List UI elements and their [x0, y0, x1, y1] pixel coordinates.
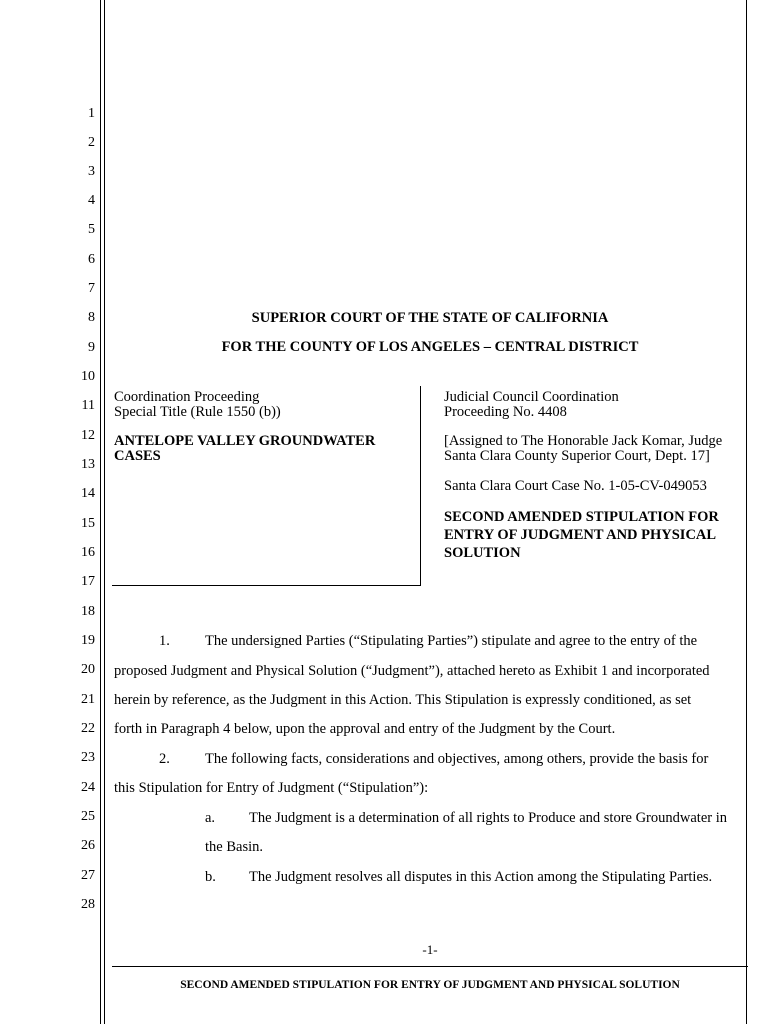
line-number: 1 [88, 106, 95, 121]
line-number: 21 [81, 692, 95, 707]
line-number: 20 [81, 662, 95, 677]
caption-divider-vertical [420, 386, 421, 586]
document-title-line2: ENTRY OF JUDGMENT AND PHYSICAL [444, 527, 717, 543]
line-number: 8 [88, 310, 95, 325]
court-title: SUPERIOR COURT OF THE STATE OF CALIFORNIA [251, 310, 609, 326]
line-number: 10 [81, 369, 95, 384]
line-number: 7 [88, 281, 95, 296]
line-number: 19 [81, 633, 95, 648]
paragraph-2-line: The following facts, considerations and objectives, among others, provide the basis for [205, 751, 709, 767]
caption-divider-horizontal [112, 585, 421, 586]
line-number: 18 [81, 604, 95, 619]
line-number: 11 [81, 398, 95, 413]
line-number: 6 [88, 252, 95, 267]
line-number: 4 [88, 193, 95, 208]
line-number: 24 [81, 780, 95, 795]
assigned-judge-line1: [Assigned to The Honorable Jack Komar, Judge [444, 433, 723, 449]
subparagraph-a-letter: a. [205, 810, 216, 826]
right-margin-rule [746, 0, 747, 1024]
case-number: Santa Clara Court Case No. 1-05-CV-049053 [444, 478, 707, 494]
paragraph-2-number: 2. [159, 751, 170, 767]
paragraph-1-line: The undersigned Parties (“Stipulating Parties”) stipulate and agree to the entry of the [205, 633, 698, 649]
paragraph-2-line: this Stipulation for Entry of Judgment (“Stipulation”): [114, 780, 429, 796]
line-number: 17 [81, 574, 95, 589]
line-number: 2 [88, 135, 95, 150]
line-number: 9 [88, 340, 95, 355]
case-name-line2: CASES [114, 448, 161, 464]
paragraph-1-number: 1. [159, 633, 170, 649]
caption-left-line1: Coordination Proceeding [114, 389, 260, 405]
subparagraph-a-line: The Judgment is a determination of all rights to Produce and store Groundwater in [249, 810, 727, 826]
caption-right-line1: Judicial Council Coordination [444, 389, 619, 405]
line-number: 26 [81, 838, 95, 853]
line-number: 27 [81, 868, 95, 883]
subparagraph-b-line: The Judgment resolves all disputes in this Action among the Stipulating Parties. [249, 869, 713, 885]
assigned-judge-line2: Santa Clara County Superior Court, Dept. 17] [444, 448, 710, 464]
line-number: 15 [81, 516, 95, 531]
line-number: 22 [81, 721, 95, 736]
page-number: -1- [422, 942, 438, 957]
paragraph-1-line: proposed Judgment and Physical Solution (“Judgment”), attached hereto as Exhibit 1 and incorporated [114, 663, 710, 679]
caption-right-line2: Proceeding No. 4408 [444, 404, 567, 420]
caption-left-line2: Special Title (Rule 1550 (b)) [114, 404, 281, 420]
document-title-line1: SECOND AMENDED STIPULATION FOR [444, 509, 719, 525]
line-number: 3 [88, 164, 95, 179]
line-number: 23 [81, 750, 95, 765]
case-name-line1: ANTELOPE VALLEY GROUNDWATER [114, 433, 376, 449]
line-number: 5 [88, 222, 95, 237]
line-number: 25 [81, 809, 95, 824]
county-title: FOR THE COUNTY OF LOS ANGELES – CENTRAL DISTRICT [221, 339, 639, 355]
line-number: 28 [81, 897, 95, 912]
paragraph-1-line: forth in Paragraph 4 below, upon the approval and entry of the Judgment by the Court. [114, 721, 616, 737]
left-margin-rule-2 [104, 0, 105, 1024]
line-number: 16 [81, 545, 95, 560]
paragraph-1-line: herein by reference, as the Judgment in this Action. This Stipulation is expressly conditioned, as set [114, 692, 692, 708]
line-number: 12 [81, 428, 95, 443]
line-number: 14 [81, 486, 95, 501]
left-margin-rule-1 [100, 0, 101, 1024]
footer-rule [112, 966, 748, 967]
document-title-line3: SOLUTION [444, 545, 521, 561]
line-number: 13 [81, 457, 95, 472]
subparagraph-a-line: the Basin. [205, 839, 263, 855]
subparagraph-b-letter: b. [205, 869, 216, 885]
footer-title: SECOND AMENDED STIPULATION FOR ENTRY OF JUDGMENT AND PHYSICAL SOLUTION [180, 979, 680, 991]
